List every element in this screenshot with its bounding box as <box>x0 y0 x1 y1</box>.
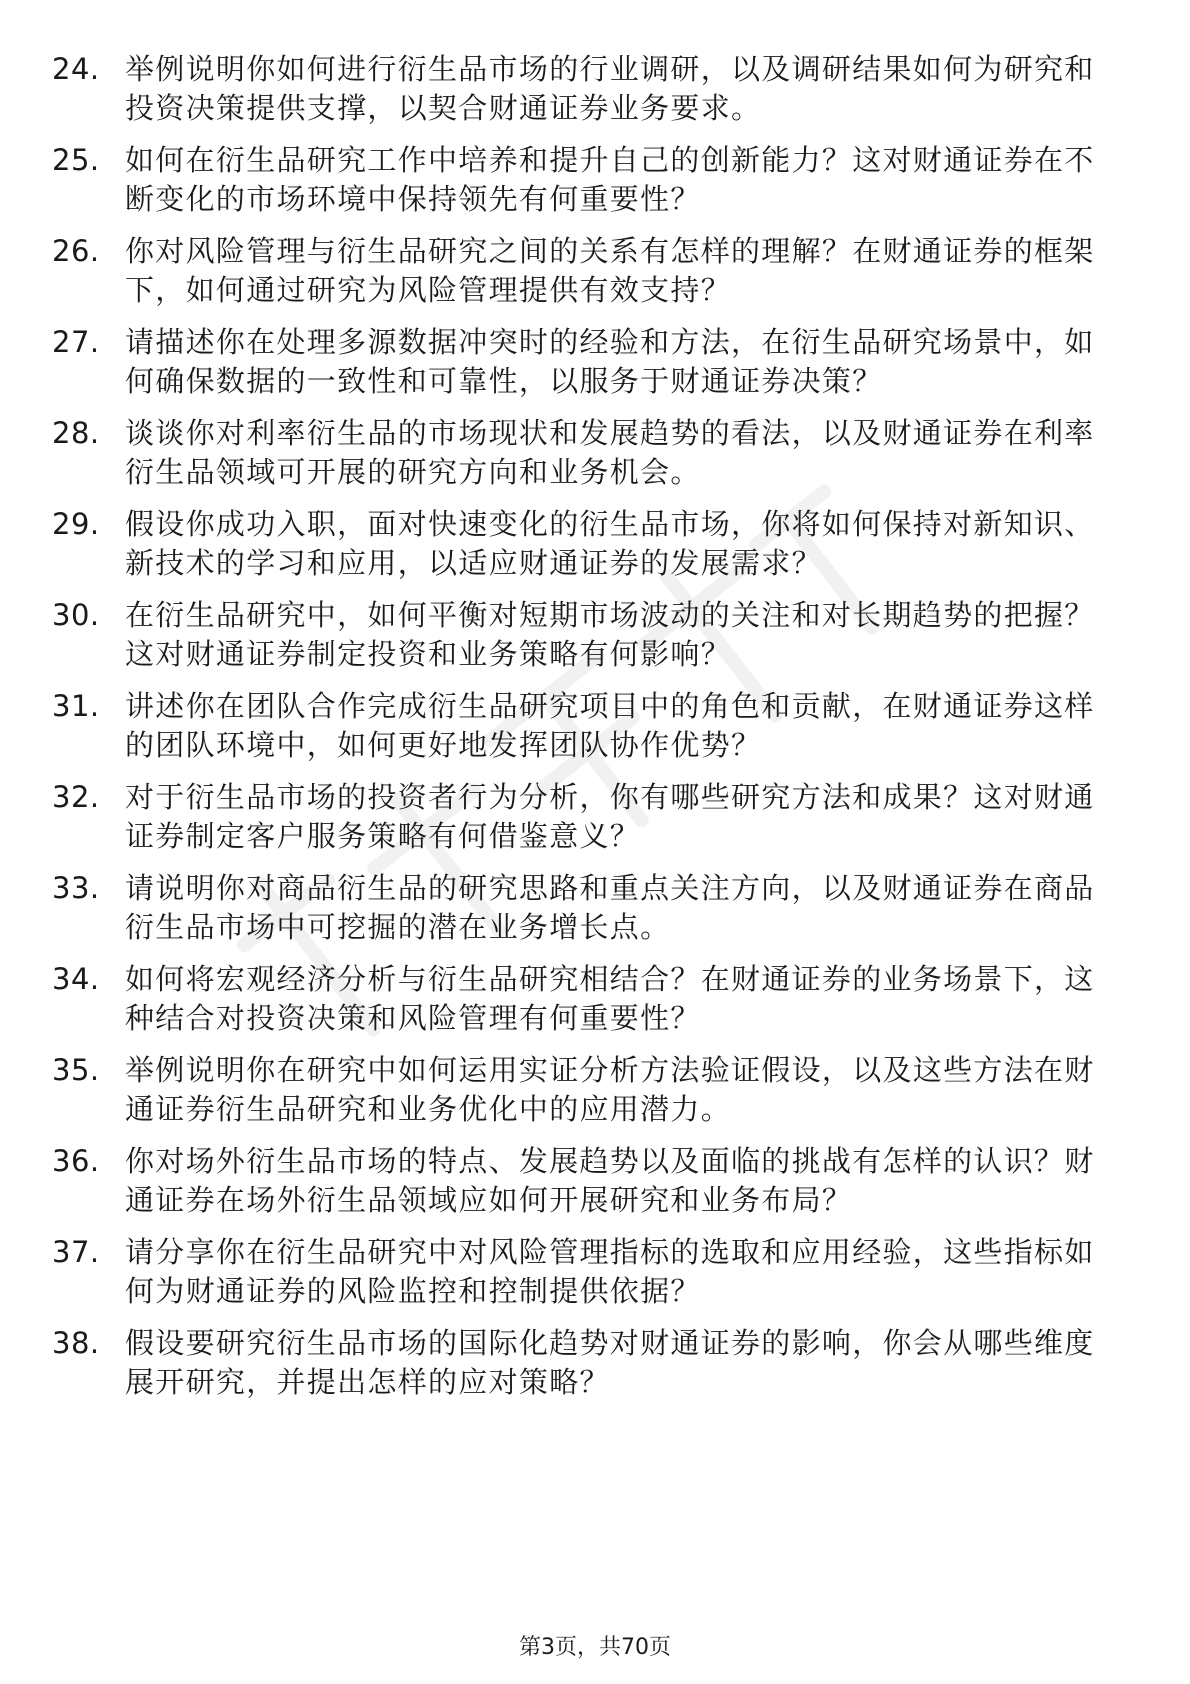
question-text: 请说明你对商品衍生品的研究思路和重点关注方向，以及财通证券在商品衍生品市场中可挖掘的潜在业务增长点。 <box>125 871 1095 944</box>
question-number: 28. <box>52 416 100 450</box>
question-text: 对于衍生品市场的投资者行为分析，你有哪些研究方法和成果？这对财通证券制定客户服务策略有何借鉴意义？ <box>125 780 1095 853</box>
list-item <box>52 141 1122 219</box>
question-number: 27. <box>52 325 100 359</box>
question-text: 你对场外衍生品市场的特点、发展趋势以及面临的挑战有怎样的认识？财通证券在场外衍生品领域应如何开展研究和业务布局？ <box>125 1144 1095 1217</box>
question-number: 31. <box>52 689 100 723</box>
list-item <box>52 1142 1122 1220</box>
question-text: 如何将宏观经济分析与衍生品研究相结合？在财通证券的业务场景下，这种结合对投资决策和风险管理有何重要性？ <box>125 962 1095 1035</box>
question-text: 在衍生品研究中，如何平衡对短期市场波动的关注和对长期趋势的把握？这对财通证券制定投资和业务策略有何影响？ <box>125 598 1095 671</box>
question-number: 34. <box>52 962 100 996</box>
question-text: 如何在衍生品研究工作中培养和提升自己的创新能力？这对财通证券在不断变化的市场环境中保持领先有何重要性？ <box>125 143 1095 216</box>
list-item <box>52 1051 1122 1129</box>
question-text: 讲述你在团队合作完成衍生品研究项目中的角色和贡献，在财通证券这样的团队环境中，如何更好地发挥团队协作优势？ <box>125 689 1095 762</box>
list-item <box>52 869 1122 947</box>
list-item <box>52 596 1122 674</box>
list-item <box>52 778 1122 856</box>
question-text: 请描述你在处理多源数据冲突时的经验和方法，在衍生品研究场景中，如何确保数据的一致性和可靠性，以服务于财通证券决策？ <box>125 325 1095 398</box>
question-number: 33. <box>52 871 100 905</box>
question-number: 38. <box>52 1326 100 1360</box>
list-item <box>52 50 1122 128</box>
question-number: 30. <box>52 598 100 632</box>
list-item <box>52 232 1122 310</box>
list-item <box>52 323 1122 401</box>
list-item <box>52 505 1122 583</box>
question-list <box>52 50 1122 1415</box>
question-number: 32. <box>52 780 100 814</box>
question-number: 36. <box>52 1144 100 1178</box>
list-item <box>52 1233 1122 1311</box>
list-item <box>52 687 1122 765</box>
list-item <box>52 1324 1122 1402</box>
list-item <box>52 960 1122 1038</box>
question-text: 举例说明你如何进行衍生品市场的行业调研，以及调研结果如何为研究和投资决策提供支撑，以契合财通证券业务要求。 <box>125 52 1095 125</box>
question-number: 35. <box>52 1053 100 1087</box>
question-number: 26. <box>52 234 100 268</box>
question-text: 请分享你在衍生品研究中对风险管理指标的选取和应用经验，这些指标如何为财通证券的风险监控和控制提供依据？ <box>125 1235 1095 1308</box>
question-number: 29. <box>52 507 100 541</box>
question-text: 假设你成功入职，面对快速变化的衍生品市场，你将如何保持对新知识、新技术的学习和应用，以适应财通证券的发展需求？ <box>125 507 1095 580</box>
page-number: 第3页，共70页 <box>519 1635 671 1660</box>
list-item <box>52 414 1122 492</box>
question-number: 37. <box>52 1235 100 1269</box>
question-number: 25. <box>52 143 100 177</box>
question-text: 谈谈你对利率衍生品的市场现状和发展趋势的看法，以及财通证券在利率衍生品领域可开展的研究方向和业务机会。 <box>125 416 1095 489</box>
question-number: 24. <box>52 52 100 86</box>
question-text: 假设要研究衍生品市场的国际化趋势对财通证券的影响，你会从哪些维度展开研究，并提出怎样的应对策略？ <box>125 1326 1095 1399</box>
question-text: 你对风险管理与衍生品研究之间的关系有怎样的理解？在财通证券的框架下，如何通过研究为风险管理提供有效支持？ <box>125 234 1095 307</box>
page-footer <box>0 1634 1190 1662</box>
question-text: 举例说明你在研究中如何运用实证分析方法验证假设，以及这些方法在财通证券衍生品研究和业务优化中的应用潜力。 <box>125 1053 1095 1126</box>
